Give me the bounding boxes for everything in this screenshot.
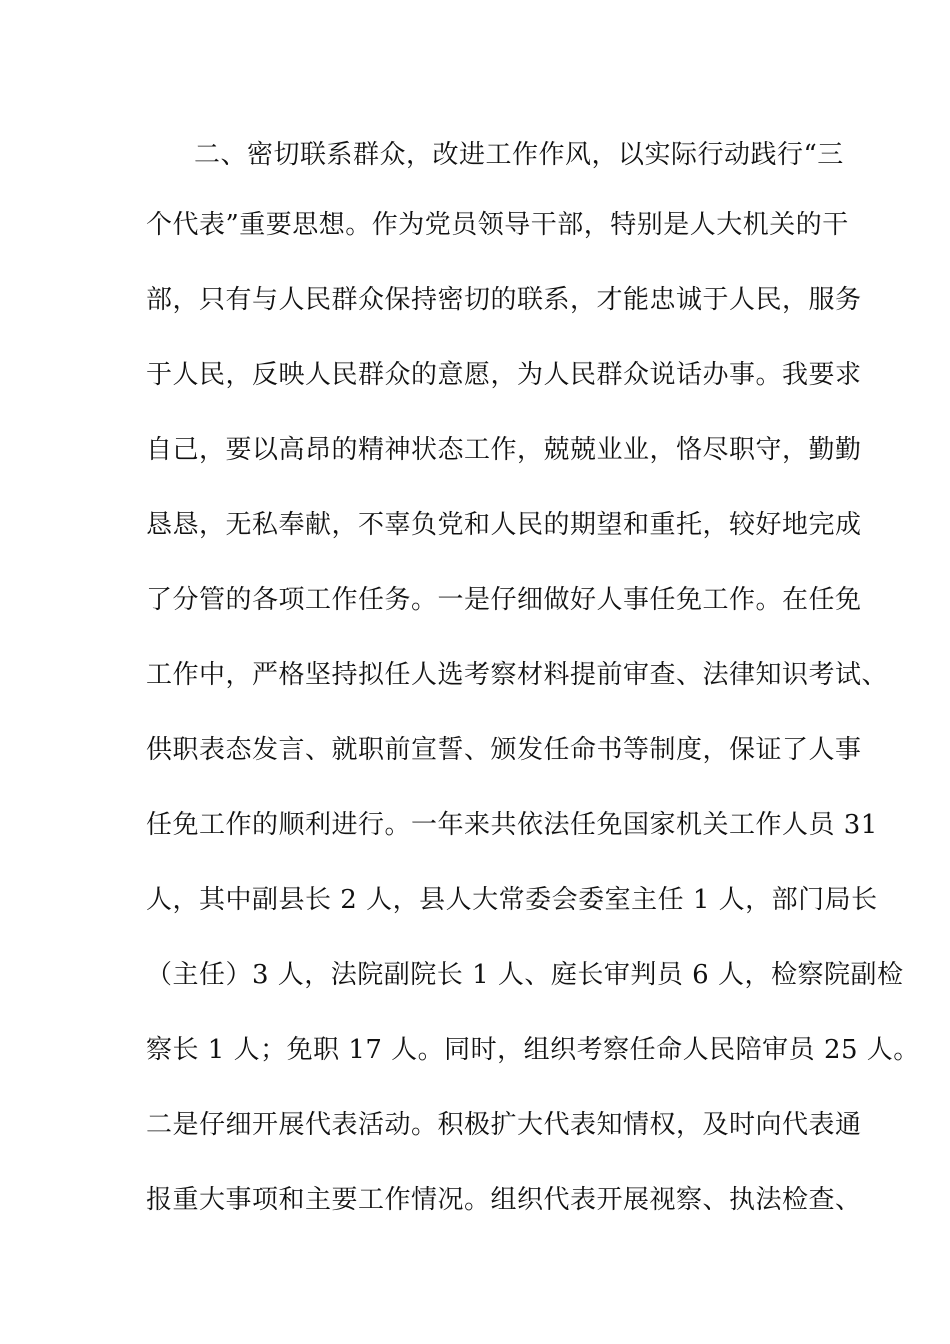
- text-line: 二是仔细开展代表活动。积极扩大代表知情权，及时向代表通: [146, 1110, 862, 1140]
- text-line: 人，其中副县长 2 人，县人大常委会委室主任 1 人，部门局长: [146, 885, 878, 915]
- text-line: 个代表”重要思想。作为党员领导干部，特别是人大机关的干: [146, 210, 849, 240]
- text-line: 二、密切联系群众，改进工作作风，以实际行动践行“三: [194, 140, 844, 170]
- text-line: 自己，要以高昂的精神状态工作，兢兢业业，恪尽职守，勤勤: [146, 435, 862, 465]
- text-line: 任免工作的顺利进行。一年来共依法任免国家机关工作人员 31: [146, 810, 878, 840]
- text-line: 了分管的各项工作任务。一是仔细做好人事任免工作。在任免: [146, 585, 862, 615]
- text-line: 于人民，反映人民群众的意愿，为人民群众说话办事。我要求: [146, 360, 862, 390]
- text-line: 恳恳，无私奉献，不辜负党和人民的期望和重托，较好地完成: [146, 510, 862, 540]
- text-line: 察长 1 人；免职 17 人。同时，组织考察任命人民陪审员 25 人。: [146, 1035, 920, 1065]
- text-line: 工作中，严格坚持拟任人选考察材料提前审查、法律知识考试、: [146, 660, 889, 690]
- text-line: 部，只有与人民群众保持密切的联系，才能忠诚于人民，服务: [146, 285, 862, 315]
- text-line: 供职表态发言、就职前宣誓、颁发任命书等制度，保证了人事: [146, 735, 862, 765]
- text-line: 报重大事项和主要工作情况。组织代表开展视察、执法检查、: [146, 1185, 862, 1215]
- text-line: （主任）3 人，法院副院长 1 人、庭长审判员 6 人，检察院副检: [146, 960, 904, 990]
